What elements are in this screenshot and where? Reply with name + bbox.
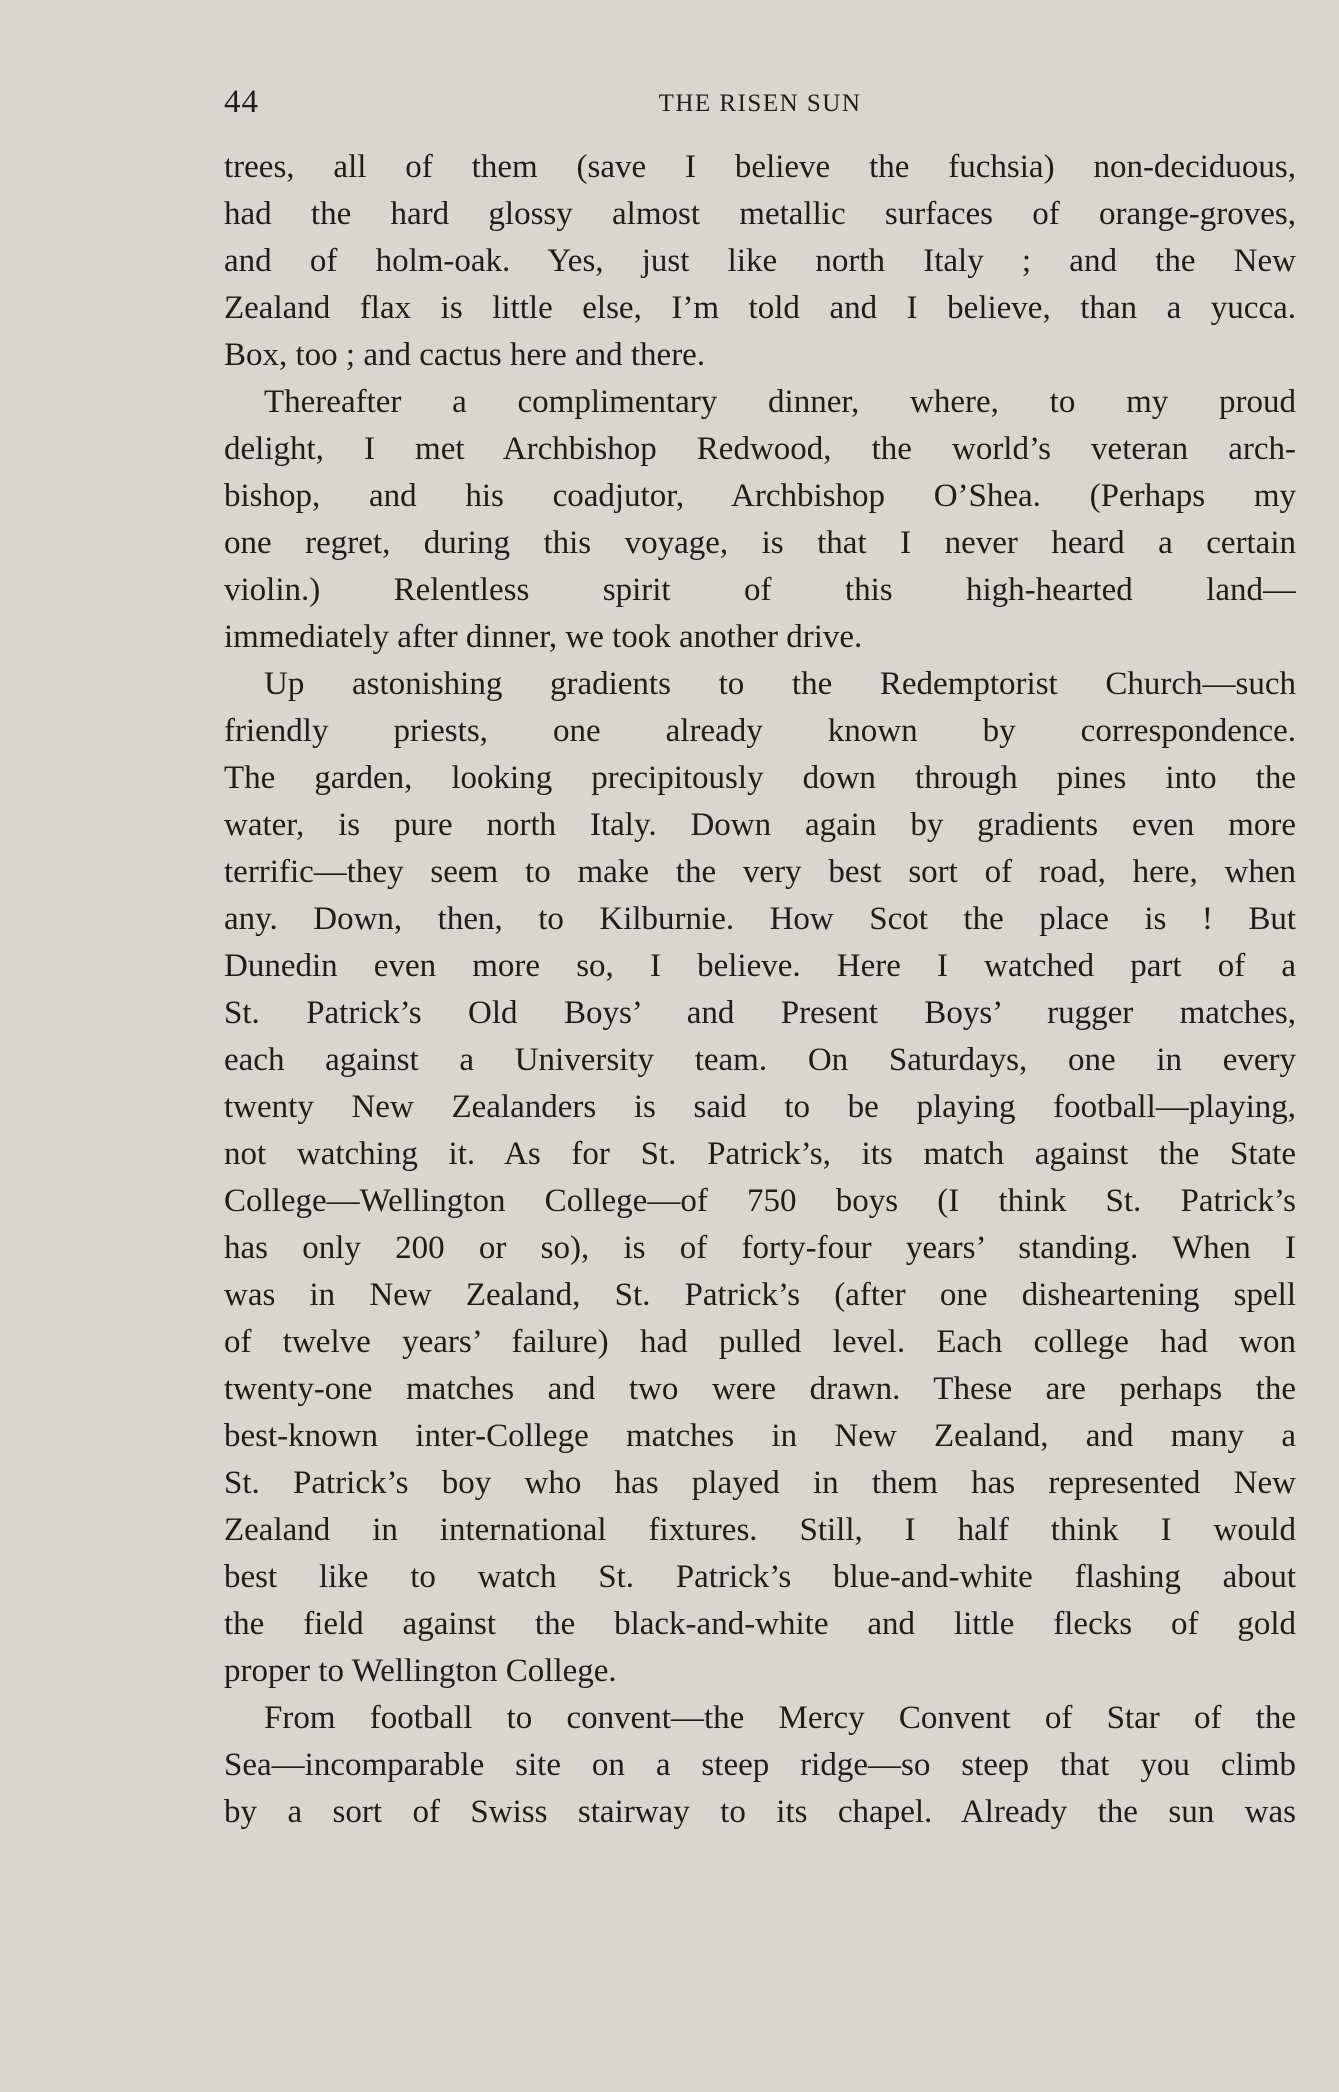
running-head [224, 84, 1296, 128]
text-line: friendly priests, one already known by correspondence. [224, 713, 1296, 749]
text-line: violin.) Relentless spirit of this high-hearted land— [224, 572, 1296, 608]
text-line: each against a University team. On Saturdays, one in every [224, 1042, 1296, 1078]
text-line: Thereafter a complimentary dinner, where, to my proud [264, 384, 1296, 420]
text-line: one regret, during this voyage, is that I never heard a certain [224, 525, 1296, 561]
text-line: College—Wellington College—of 750 boys (I think St. Patrick’s [224, 1183, 1296, 1219]
text-line: proper to Wellington College. [224, 1653, 617, 1689]
text-line: twenty-one matches and two were drawn. These are perhaps the [224, 1371, 1296, 1407]
text-line: the field against the black-and-white and little flecks of gold [224, 1606, 1296, 1642]
text-line: Dunedin even more so, I believe. Here I watched part of a [224, 948, 1296, 984]
text-line: Up astonishing gradients to the Redemptorist Church—such [264, 666, 1296, 702]
text-line: Zealand flax is little else, I’m told and I believe, than a yucca. [224, 290, 1296, 326]
text-line: had the hard glossy almost metallic surfaces of orange-groves, [224, 196, 1296, 232]
text-line: of twelve years’ failure) had pulled level. Each college had won [224, 1324, 1296, 1360]
running-title: THE RISEN SUN [658, 90, 862, 117]
text-line: bishop, and his coadjutor, Archbishop O’Shea. (Perhaps my [224, 478, 1296, 514]
text-line: water, is pure north Italy. Down again by gradients even more [224, 807, 1296, 843]
text-line: any. Down, then, to Kilburnie. How Scot the place is ! But [224, 901, 1296, 937]
body-text [224, 144, 1296, 1836]
text-line: trees, all of them (save I believe the fuchsia) non-deciduous, [224, 149, 1296, 185]
text-line: best-known inter-College matches in New Zealand, and many a [224, 1418, 1296, 1454]
text-line: St. Patrick’s boy who has played in them has represented New [224, 1465, 1296, 1501]
text-line: terrific—they seem to make the very best sort of road, here, when [224, 854, 1296, 890]
text-line: The garden, looking precipitously down through pines into the [224, 760, 1296, 796]
text-line: immediately after dinner, we took another drive. [224, 619, 863, 655]
text-line: delight, I met Archbishop Redwood, the world’s veteran arch- [224, 431, 1296, 467]
page-number: 44 [224, 84, 259, 120]
text-line: Sea—incomparable site on a steep ridge—so steep that you climb [224, 1747, 1296, 1783]
text-line: best like to watch St. Patrick’s blue-and-white flashing about [224, 1559, 1296, 1595]
text-line: Zealand in international fixtures. Still, I half think I would [224, 1512, 1296, 1548]
text-line: St. Patrick’s Old Boys’ and Present Boys’ rugger matches, [224, 995, 1296, 1031]
text-line: was in New Zealand, St. Patrick’s (after one disheartening spell [224, 1277, 1296, 1313]
text-line: has only 200 or so), is of forty-four years’ standing. When I [224, 1230, 1296, 1266]
text-line: twenty New Zealanders is said to be playing football—playing, [224, 1089, 1296, 1125]
text-line: From football to convent—the Mercy Convent of Star of the [264, 1700, 1296, 1736]
text-line: Box, too ; and cactus here and there. [224, 337, 706, 373]
text-line: by a sort of Swiss stairway to its chapel. Already the sun was [224, 1794, 1296, 1830]
text-line: and of holm-oak. Yes, just like north Italy ; and the New [224, 243, 1296, 279]
text-line: not watching it. As for St. Patrick’s, its match against the State [224, 1136, 1296, 1172]
